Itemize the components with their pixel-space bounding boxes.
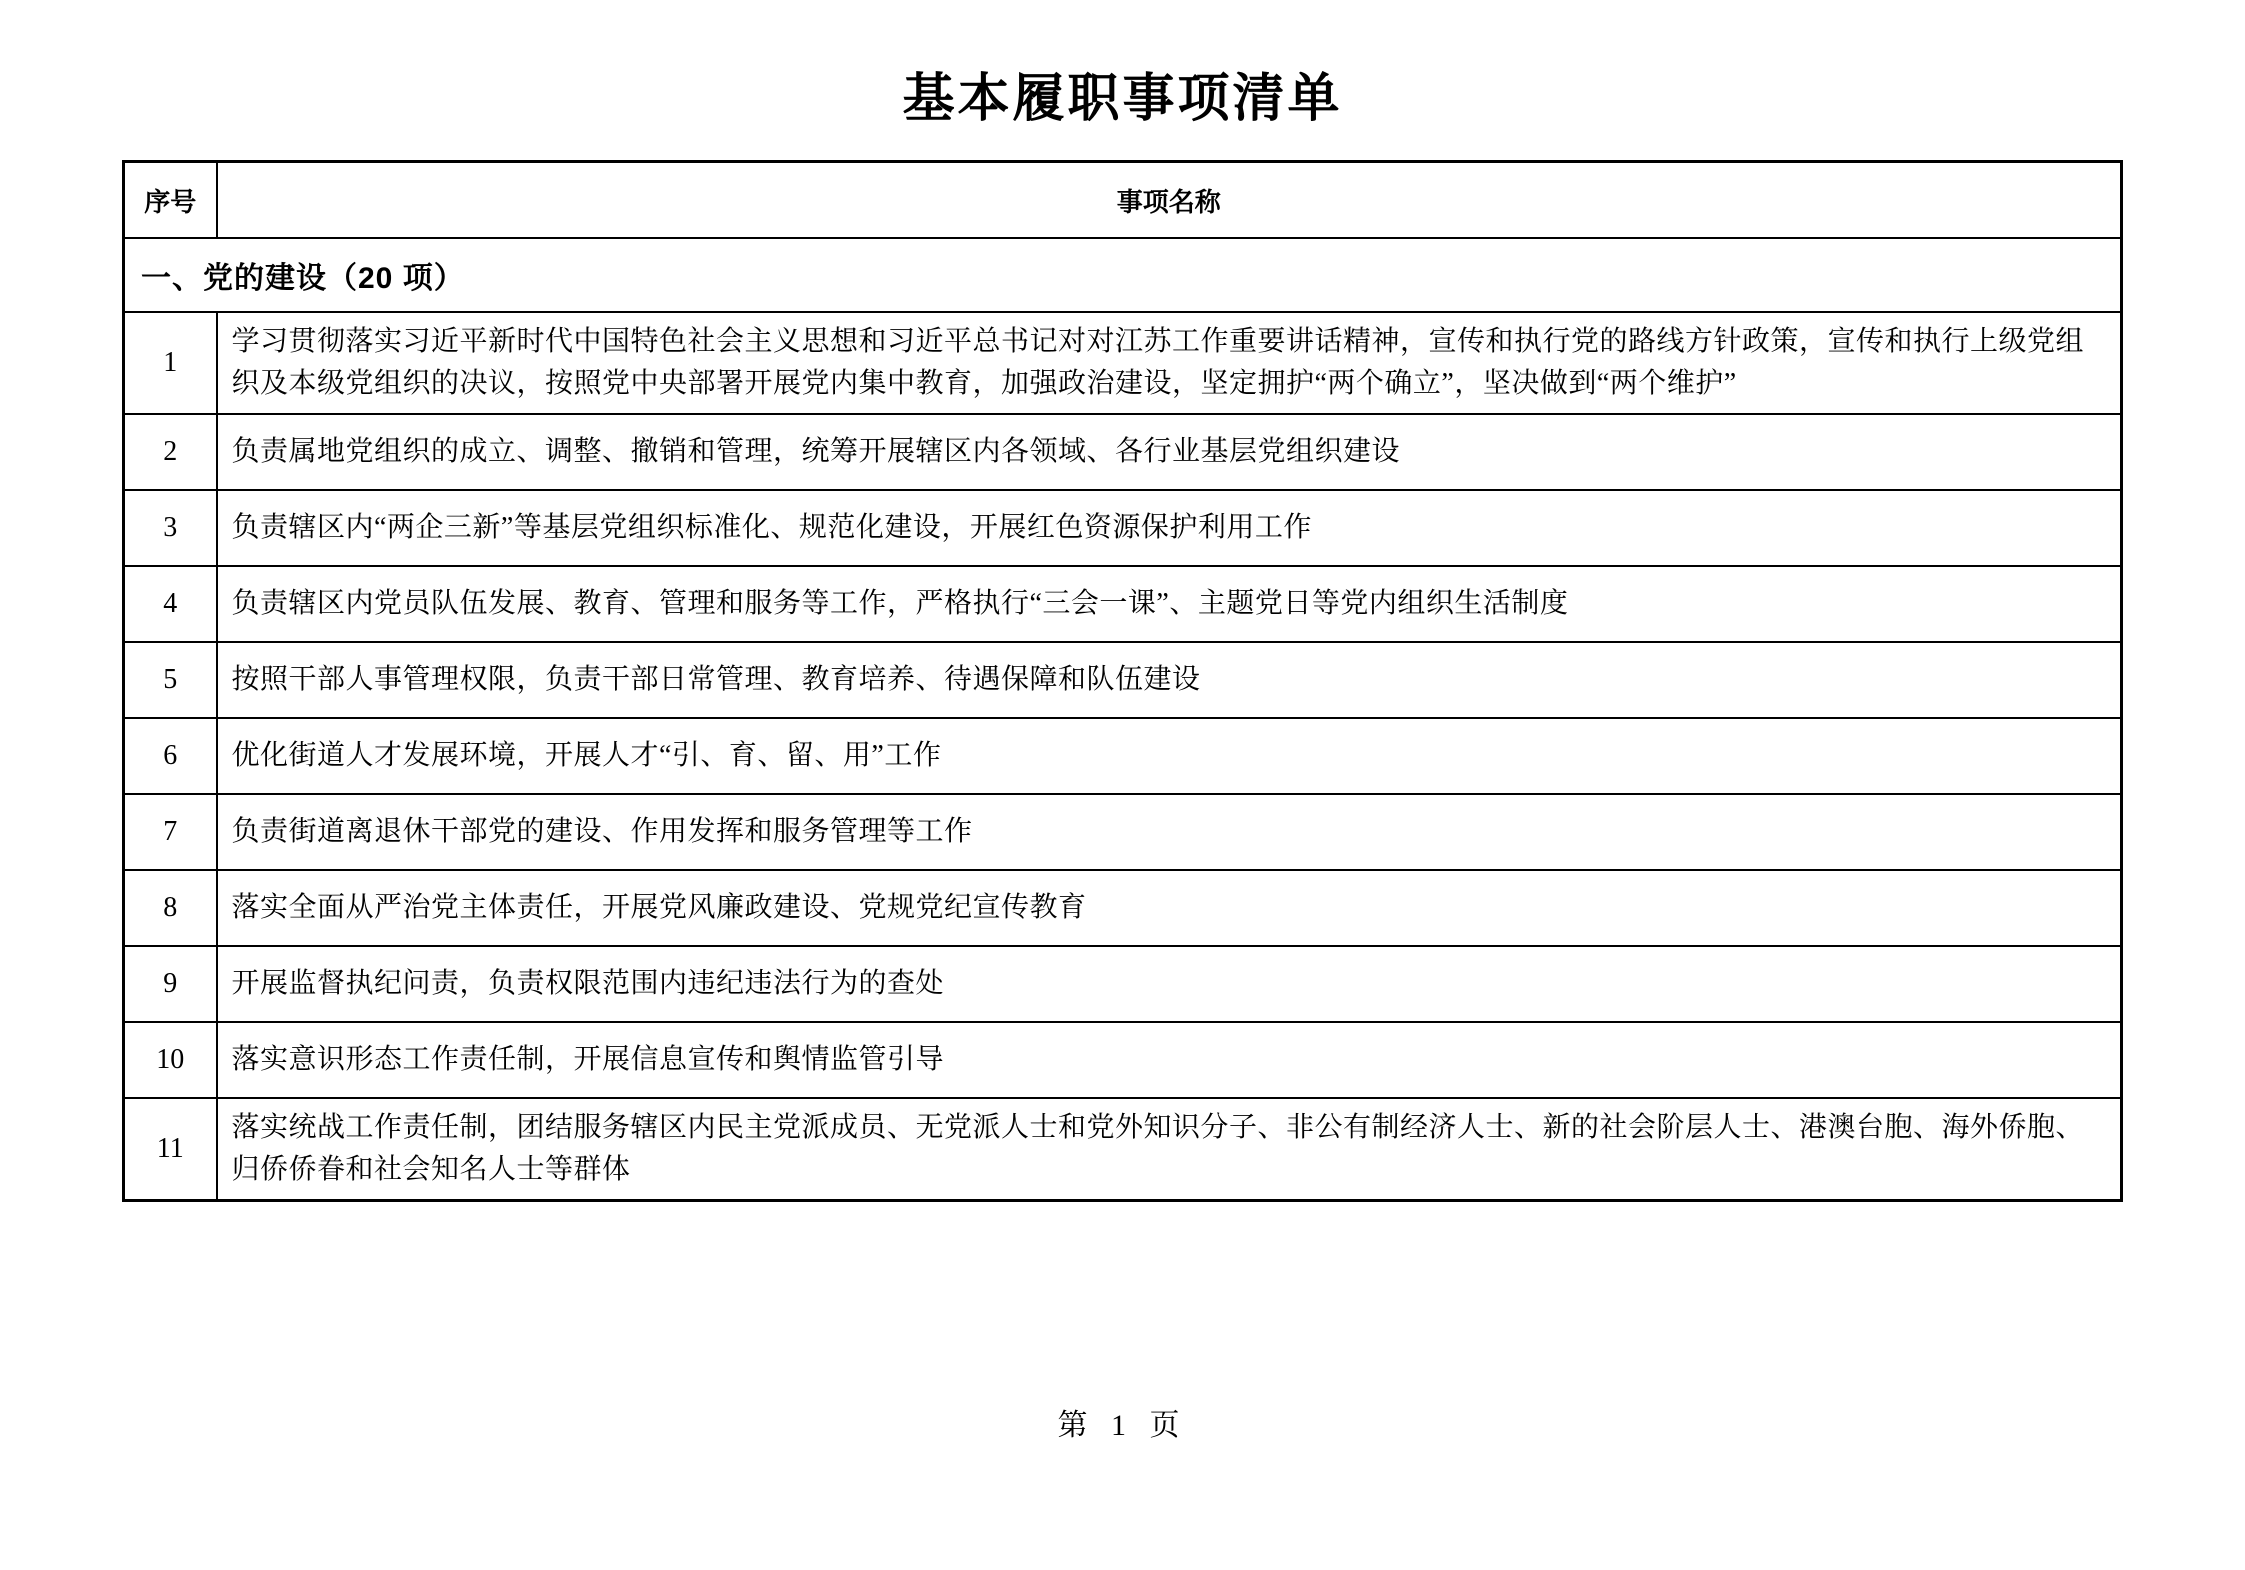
- table-row: [124, 718, 2122, 794]
- row-text: 负责街道离退休干部党的建设、作用发挥和服务管理等工作: [217, 794, 2122, 870]
- table-row: [124, 1098, 2122, 1201]
- row-number: 2: [124, 414, 217, 490]
- table-body: [124, 238, 2122, 1201]
- table-row: [124, 566, 2122, 642]
- row-number: 5: [124, 642, 217, 718]
- row-number: 11: [124, 1098, 217, 1201]
- table-header-row: [124, 162, 2122, 239]
- row-number: 4: [124, 566, 217, 642]
- table-row: [124, 870, 2122, 946]
- row-number: 10: [124, 1022, 217, 1098]
- row-number: 7: [124, 794, 217, 870]
- table-row: [124, 642, 2122, 718]
- table-row: [124, 414, 2122, 490]
- row-number: 9: [124, 946, 217, 1022]
- row-text: 开展监督执纪问责，负责权限范围内违纪违法行为的查处: [217, 946, 2122, 1022]
- row-text: 负责辖区内党员队伍发展、教育、管理和服务等工作，严格执行“三会一课”、主题党日等党内组织生活制度: [217, 566, 2122, 642]
- row-text: 按照干部人事管理权限，负责干部日常管理、教育培养、待遇保障和队伍建设: [217, 642, 2122, 718]
- table-row: [124, 490, 2122, 566]
- row-number: 8: [124, 870, 217, 946]
- row-text: 负责辖区内“两企三新”等基层党组织标准化、规范化建设，开展红色资源保护利用工作: [217, 490, 2122, 566]
- row-text: 落实统战工作责任制，团结服务辖区内民主党派成员、无党派人士和党外知识分子、非公有制经济人士、新的社会阶层人士、港澳台胞、海外侨胞、归侨侨眷和社会知名人士等群体: [217, 1098, 2122, 1201]
- row-text: 落实意识形态工作责任制，开展信息宣传和舆情监管引导: [217, 1022, 2122, 1098]
- section-header-row: [124, 238, 2122, 312]
- row-text: 落实全面从严治党主体责任，开展党风廉政建设、党规党纪宣传教育: [217, 870, 2122, 946]
- table-row: [124, 312, 2122, 414]
- page-number: 第 1 页: [1057, 1409, 1188, 1442]
- row-text: 优化街道人才发展环境，开展人才“引、育、留、用”工作: [217, 718, 2122, 794]
- table-row: [124, 794, 2122, 870]
- row-number: 3: [124, 490, 217, 566]
- section-header-label: 一、党的建设（20 项）: [124, 238, 2122, 312]
- table-row: [124, 1022, 2122, 1098]
- row-text: 学习贯彻落实习近平新时代中国特色社会主义思想和习近平总书记对对江苏工作重要讲话精神，宣传和执行党的路线方针政策，宣传和执行上级党组织及本级党组织的决议，按照党中央部署开展党内集中教育，加强政治建设，坚定拥护“两个确立”，坚决做到“两个维护”: [217, 312, 2122, 414]
- row-text: 负责属地党组织的成立、调整、撤销和管理，统筹开展辖区内各领域、各行业基层党组织建设: [217, 414, 2122, 490]
- column-header-name: 事项名称: [217, 162, 2122, 239]
- page-title: 基本履职事项清单: [902, 71, 1343, 128]
- row-number: 1: [124, 312, 217, 414]
- row-number: 6: [124, 718, 217, 794]
- duty-items-table: [122, 160, 2123, 1202]
- column-header-index: 序号: [124, 162, 217, 239]
- table-row: [124, 946, 2122, 1022]
